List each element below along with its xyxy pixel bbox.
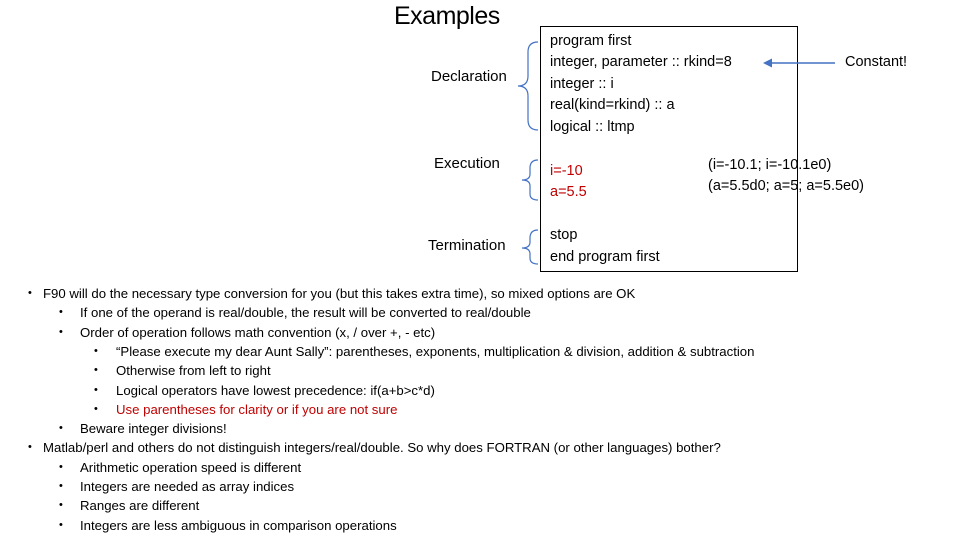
alt-int-note: (i=-10.1; i=-10.1e0) [708,157,832,173]
bullet-marker: • [59,306,63,319]
bullet-marker: • [59,325,63,338]
code-line: program first [550,33,632,49]
execution-label: Execution [434,155,500,172]
bullet-item-level-2: Beware integer divisions! [80,421,227,437]
bullet-marker: • [94,364,98,377]
bullet-item-level-1: F90 will do the necessary type conversion for you (but this takes extra time), so mixed options are OK [43,286,636,301]
code-line: end program first [550,249,660,265]
bullet-item-level-3: “Please execute my dear Aunt Sally”: parentheses, exponents, multiplication & division, addition & subtraction [116,343,755,359]
code-line: stop [550,227,578,243]
bullet-marker: • [28,441,32,454]
bullet-marker: • [59,460,63,473]
bullet-marker: • [94,383,98,396]
bullet-item-level-2: Arithmetic operation speed is different [80,459,302,475]
bullet-marker: • [59,422,63,435]
constant-note: Constant! [845,54,908,70]
bullet-item-level-2: Order of operation follows math convention (x, / over +, - etc) [80,324,436,340]
execution-bracket [522,160,538,200]
bullet-marker: • [59,518,63,531]
termination-bracket [522,230,538,264]
bullet-item-level-2: If one of the operand is real/double, the result will be converted to real/double [80,305,531,321]
bullet-item-level-1: Matlab/perl and others do not distinguish integers/real/double. So why does FORTRAN (or other languages) bother? [43,440,721,456]
termination-label: Termination [428,237,506,254]
code-line: logical :: ltmp [550,119,635,135]
code-line: a=5.5 [550,184,587,200]
bullet-item-level-2: Ranges are different [80,498,200,514]
bullet-marker: • [59,480,63,492]
bullet-marker: • [94,344,98,357]
alt-real-note: (a=5.5d0; a=5; a=5.5e0) [708,178,865,194]
bullet-marker: • [94,402,98,415]
bullet-marker: • [59,499,63,512]
bullet-item-level-2: Integers are less ambiguous in comparison operations [80,517,397,533]
bullet-item-level-3: Logical operators have lowest precedence: if(a+b>c*d) [116,382,435,398]
code-line: integer :: i [550,76,614,92]
constant-arrowhead [763,59,772,68]
code-line: i=-10 [550,163,583,179]
code-line: integer, parameter :: rkind=8 [550,54,732,70]
page-title: Examples [394,2,500,30]
bullet-marker: • [28,287,32,299]
bullet-item-level-3: Use parentheses for clarity or if you are not sure [116,401,398,417]
code-line: real(kind=rkind) :: a [550,97,675,113]
declaration-bracket [518,42,538,130]
bullet-item-level-3: Otherwise from left to right [116,363,271,379]
bullet-item-level-2: Integers are needed as array indices [80,479,295,494]
declaration-label: Declaration [431,68,507,85]
